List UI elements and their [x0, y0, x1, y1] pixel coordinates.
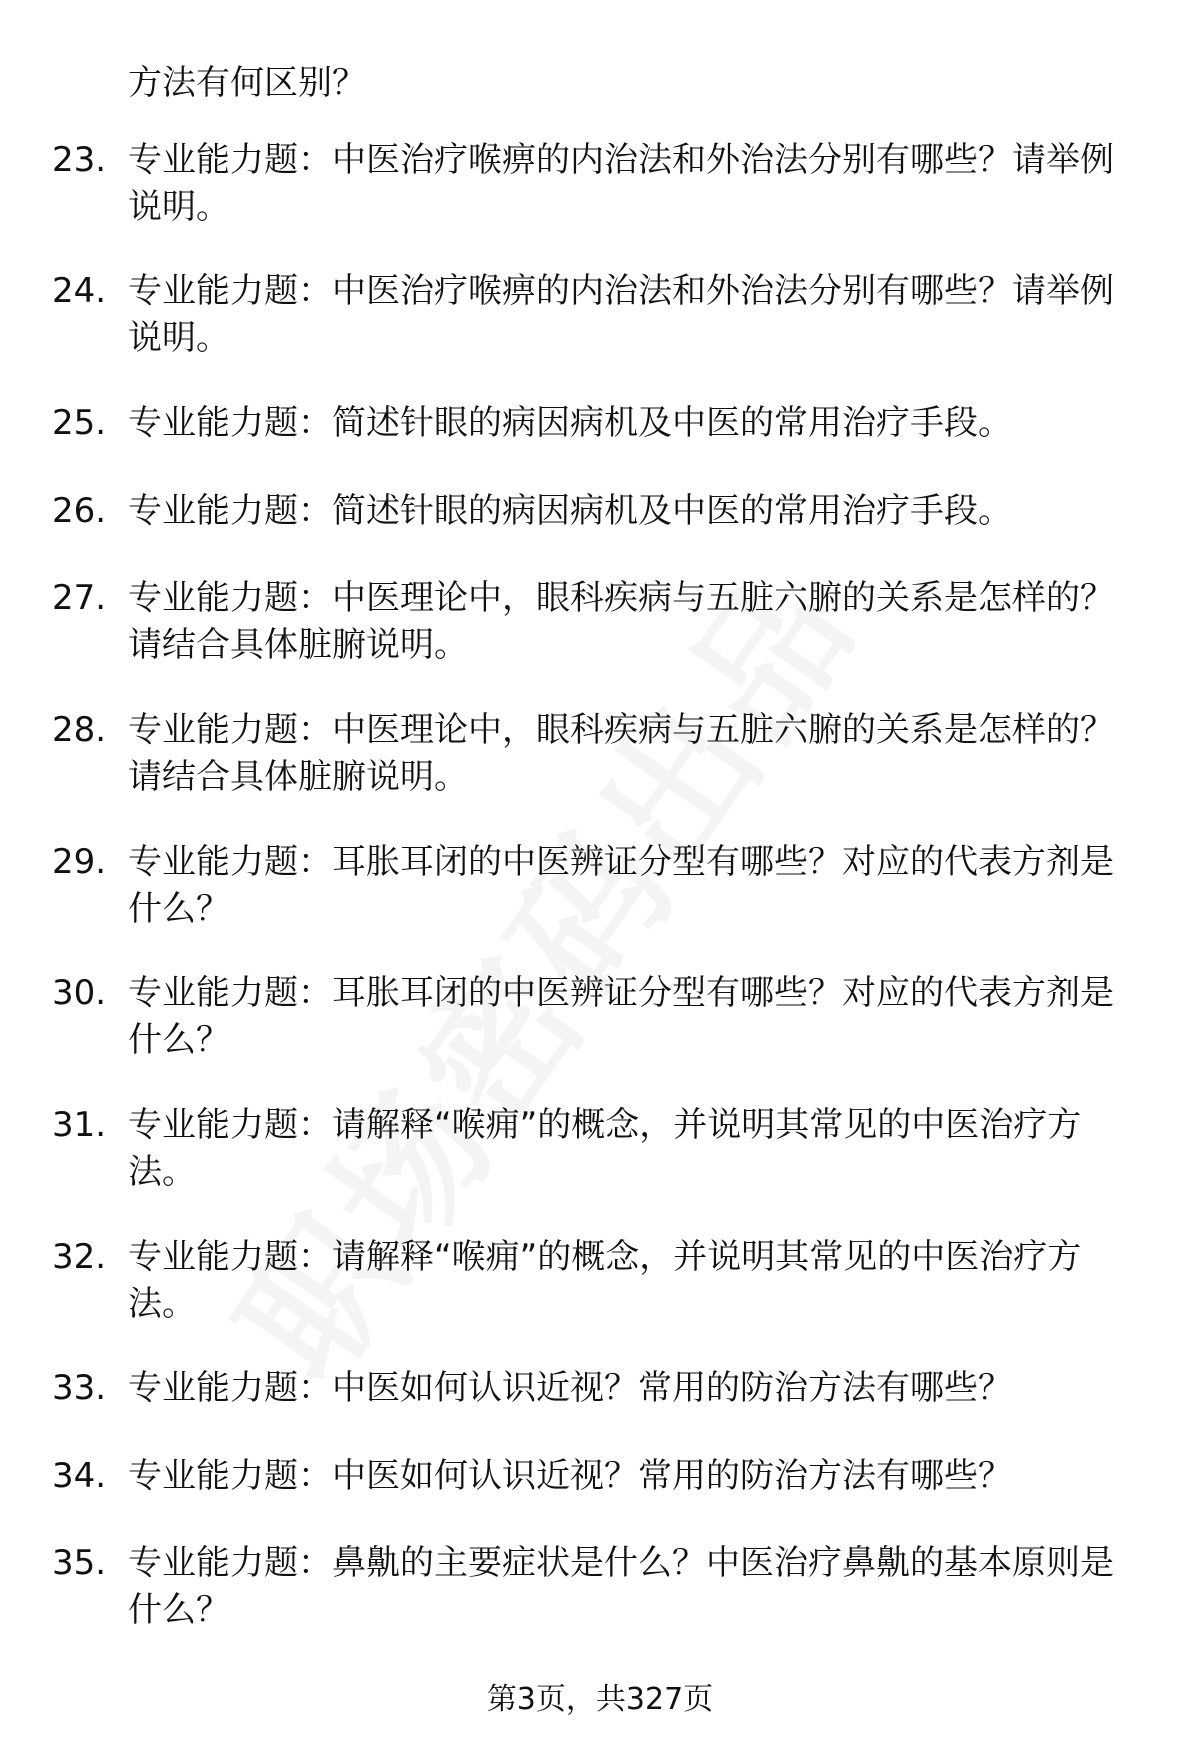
question-text: 专业能力题：请解释“喉痈”的概念，并说明其常见的中医治疗方法。 [128, 1237, 1082, 1324]
question-number: 31. [52, 1105, 107, 1145]
question-number: 25. [52, 403, 107, 443]
question-number: 24. [52, 271, 107, 311]
question-number: 33. [52, 1368, 107, 1408]
question-number: 34. [52, 1456, 107, 1496]
question-text: 专业能力题：中医如何认识近视？常用的防治方法有哪些？ [128, 1456, 1012, 1496]
question-number: 30. [52, 973, 107, 1013]
question-text: 专业能力题：请解释“喉痈”的概念，并说明其常见的中医治疗方法。 [128, 1105, 1082, 1192]
question-text: 专业能力题：耳胀耳闭的中医辨证分型有哪些？对应的代表方剂是什么？ [128, 842, 1114, 929]
question-text: 专业能力题：耳胀耳闭的中医辨证分型有哪些？对应的代表方剂是什么？ [128, 973, 1114, 1060]
question-text: 专业能力题：中医理论中，眼科疾病与五脏六腑的关系是怎样的？请结合具体脏腑说明。 [128, 710, 1114, 797]
question-number: 26. [52, 491, 107, 531]
question-number: 29. [52, 842, 107, 882]
page-footer: 第3页，共327页 [486, 1682, 714, 1717]
question-text: 专业能力题：简述针眼的病因病机及中医的常用治疗手段。 [128, 491, 1012, 531]
question-text: 专业能力题：中医治疗喉痹的内治法和外治法分别有哪些？请举例说明。 [128, 271, 1114, 358]
question-text: 专业能力题：中医如何认识近视？常用的防治方法有哪些？ [128, 1368, 1012, 1408]
question-number: 27. [52, 578, 107, 618]
question-number: 23. [52, 140, 107, 180]
question-continuation: 方法有何区别？ [128, 63, 366, 103]
question-text: 专业能力题：中医理论中，眼科疾病与五脏六腑的关系是怎样的？请结合具体脏腑说明。 [128, 578, 1114, 665]
question-text: 专业能力题：简述针眼的病因病机及中医的常用治疗手段。 [128, 403, 1012, 443]
question-number: 35. [52, 1543, 107, 1583]
question-text: 专业能力题：中医治疗喉痹的内治法和外治法分别有哪些？请举例说明。 [128, 140, 1114, 227]
question-number: 28. [52, 710, 107, 750]
question-text: 专业能力题：鼻鼽的主要症状是什么？中医治疗鼻鼽的基本原则是什么？ [128, 1543, 1114, 1630]
question-number: 32. [52, 1237, 107, 1277]
